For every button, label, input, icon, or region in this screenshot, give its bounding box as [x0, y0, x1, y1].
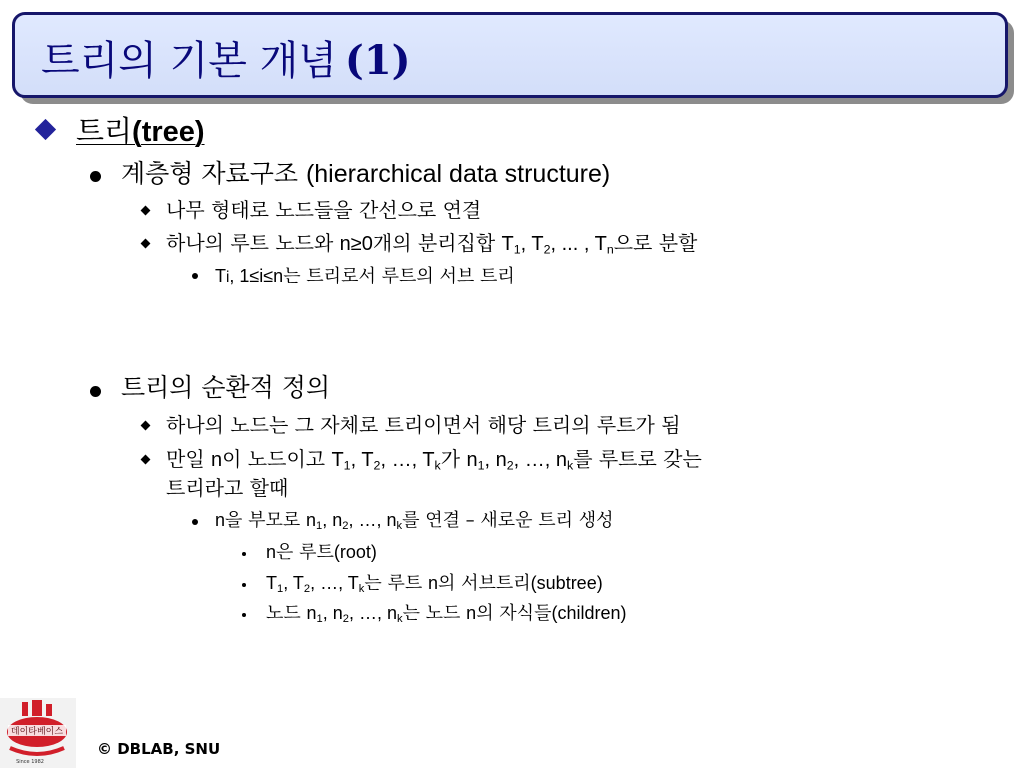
- footer-copyright: © DBLAB, SNU: [97, 740, 221, 758]
- text: n≥0: [339, 233, 373, 255]
- point-hierarchical: [121, 158, 610, 190]
- subscript: 1: [316, 520, 323, 533]
- point-if-node-continued: 트리라고 할때: [166, 476, 289, 500]
- small-diamond-bullet-icon: [141, 421, 151, 431]
- text: 가: [440, 447, 467, 471]
- point-children: [266, 601, 627, 626]
- text: , …, T: [380, 449, 435, 471]
- subscript: 2: [506, 458, 514, 473]
- title-box: [12, 12, 1008, 98]
- text: , n: [322, 510, 343, 530]
- point-hierarchical-en: (hierarchical data structure): [305, 160, 611, 188]
- text: 를 루트로 갖는: [573, 447, 702, 471]
- text: , 1≤i≤n: [229, 266, 284, 286]
- text: 는 노드: [402, 603, 467, 624]
- slide-title-main: 트리의 기본 개념: [41, 38, 337, 84]
- diamond-bullet-icon: [35, 119, 56, 140]
- text: , n: [484, 449, 507, 471]
- logo-since: Since 1982: [16, 759, 44, 765]
- text: , T: [283, 573, 304, 593]
- subscript: k: [566, 458, 574, 473]
- text: 의 서브트리: [438, 573, 531, 594]
- tiny-dot-bullet-icon: [242, 552, 246, 556]
- point-if-node: [166, 446, 702, 474]
- text: 이 노드이고: [222, 447, 332, 471]
- text: , n: [322, 603, 343, 623]
- text: 를 연결 – 새로운 트리 생성: [402, 510, 614, 531]
- subscript: 1: [513, 242, 521, 257]
- text: 을 부모로: [225, 510, 307, 531]
- text: 는 루트: [364, 573, 428, 594]
- logo-text: 데이타베이스: [10, 727, 64, 737]
- small-diamond-bullet-icon: [141, 455, 151, 465]
- point-recursive-definition: 트리의 순환적 정의: [121, 373, 331, 402]
- text: T: [331, 449, 344, 471]
- text: 만일: [166, 447, 211, 471]
- text: 은 루트: [276, 542, 334, 563]
- subscript: k: [396, 613, 403, 626]
- text: 는 트리로서 루트의 서브 트리: [283, 266, 515, 287]
- text: n: [215, 510, 226, 530]
- text: n: [466, 603, 477, 623]
- heading-tree: [76, 113, 205, 150]
- heading-tree-en: (tree): [132, 116, 205, 148]
- text: , ... , T: [550, 233, 607, 255]
- point-root-partition: [166, 230, 697, 258]
- subscript: 2: [373, 458, 381, 473]
- text: , …, n: [513, 449, 567, 471]
- slide-title: [41, 37, 411, 85]
- slide-title-suffix: (1): [344, 37, 411, 84]
- text: n: [211, 449, 223, 471]
- text: , T: [520, 233, 544, 255]
- point-n-is-root: [266, 540, 377, 565]
- tiny-dot-bullet-icon: [242, 583, 246, 587]
- text: n: [466, 449, 478, 471]
- dblab-logo-icon: [0, 698, 76, 768]
- text: n: [266, 542, 277, 562]
- text: 의 자식들: [476, 603, 552, 624]
- subscript: 2: [543, 242, 551, 257]
- text: (children): [551, 603, 627, 623]
- text: (root): [333, 542, 377, 562]
- subscript: 2: [342, 520, 349, 533]
- subscript: n: [606, 242, 614, 257]
- point-connect-children: [215, 508, 614, 533]
- text: , …, T: [310, 573, 359, 593]
- text: 으로 분할: [613, 231, 698, 255]
- text: T: [266, 573, 277, 593]
- text: 개의 분리집합: [372, 231, 502, 255]
- subscript: k: [396, 520, 403, 533]
- small-diamond-bullet-icon: [141, 239, 151, 249]
- dot-bullet-icon: [90, 386, 101, 397]
- point-subtrees: [266, 571, 603, 596]
- tiny-dot-bullet-icon: [242, 613, 246, 617]
- point-tree-shape: 나무 형태로 노드들을 간선으로 연결: [166, 198, 482, 222]
- small-dot-bullet-icon: [192, 519, 198, 525]
- small-diamond-bullet-icon: [141, 206, 151, 216]
- point-node-is-tree: 하나의 노드는 그 자체로 트리이면서 해당 트리의 루트가 됨: [166, 413, 681, 437]
- text: T: [501, 233, 514, 255]
- small-dot-bullet-icon: [192, 273, 198, 279]
- heading-tree-ko: 트리: [76, 114, 133, 148]
- text: , T: [350, 449, 374, 471]
- point-subtree: [215, 264, 515, 290]
- text: (subtree): [530, 573, 603, 593]
- text: , …, n: [348, 510, 397, 530]
- subscript: 1: [316, 613, 323, 626]
- subscript: k: [434, 458, 441, 473]
- text: n: [427, 573, 438, 593]
- text: 노드: [266, 603, 307, 624]
- text: T: [215, 266, 226, 286]
- subscript: k: [358, 583, 365, 596]
- text: n: [306, 510, 317, 530]
- subscript: 1: [477, 458, 485, 473]
- subscript: 1: [343, 458, 351, 473]
- subscript: 2: [342, 613, 349, 626]
- subscript: 1: [277, 583, 284, 596]
- subscript: 2: [303, 583, 311, 596]
- text: 하나의 루트 노드와: [166, 231, 340, 255]
- text: n: [306, 603, 317, 623]
- dblab-logo: [0, 698, 76, 768]
- dot-bullet-icon: [90, 171, 101, 182]
- text: , …, n: [348, 603, 397, 623]
- text: i: [226, 269, 230, 286]
- point-hierarchical-ko: 계층형 자료구조: [121, 159, 306, 188]
